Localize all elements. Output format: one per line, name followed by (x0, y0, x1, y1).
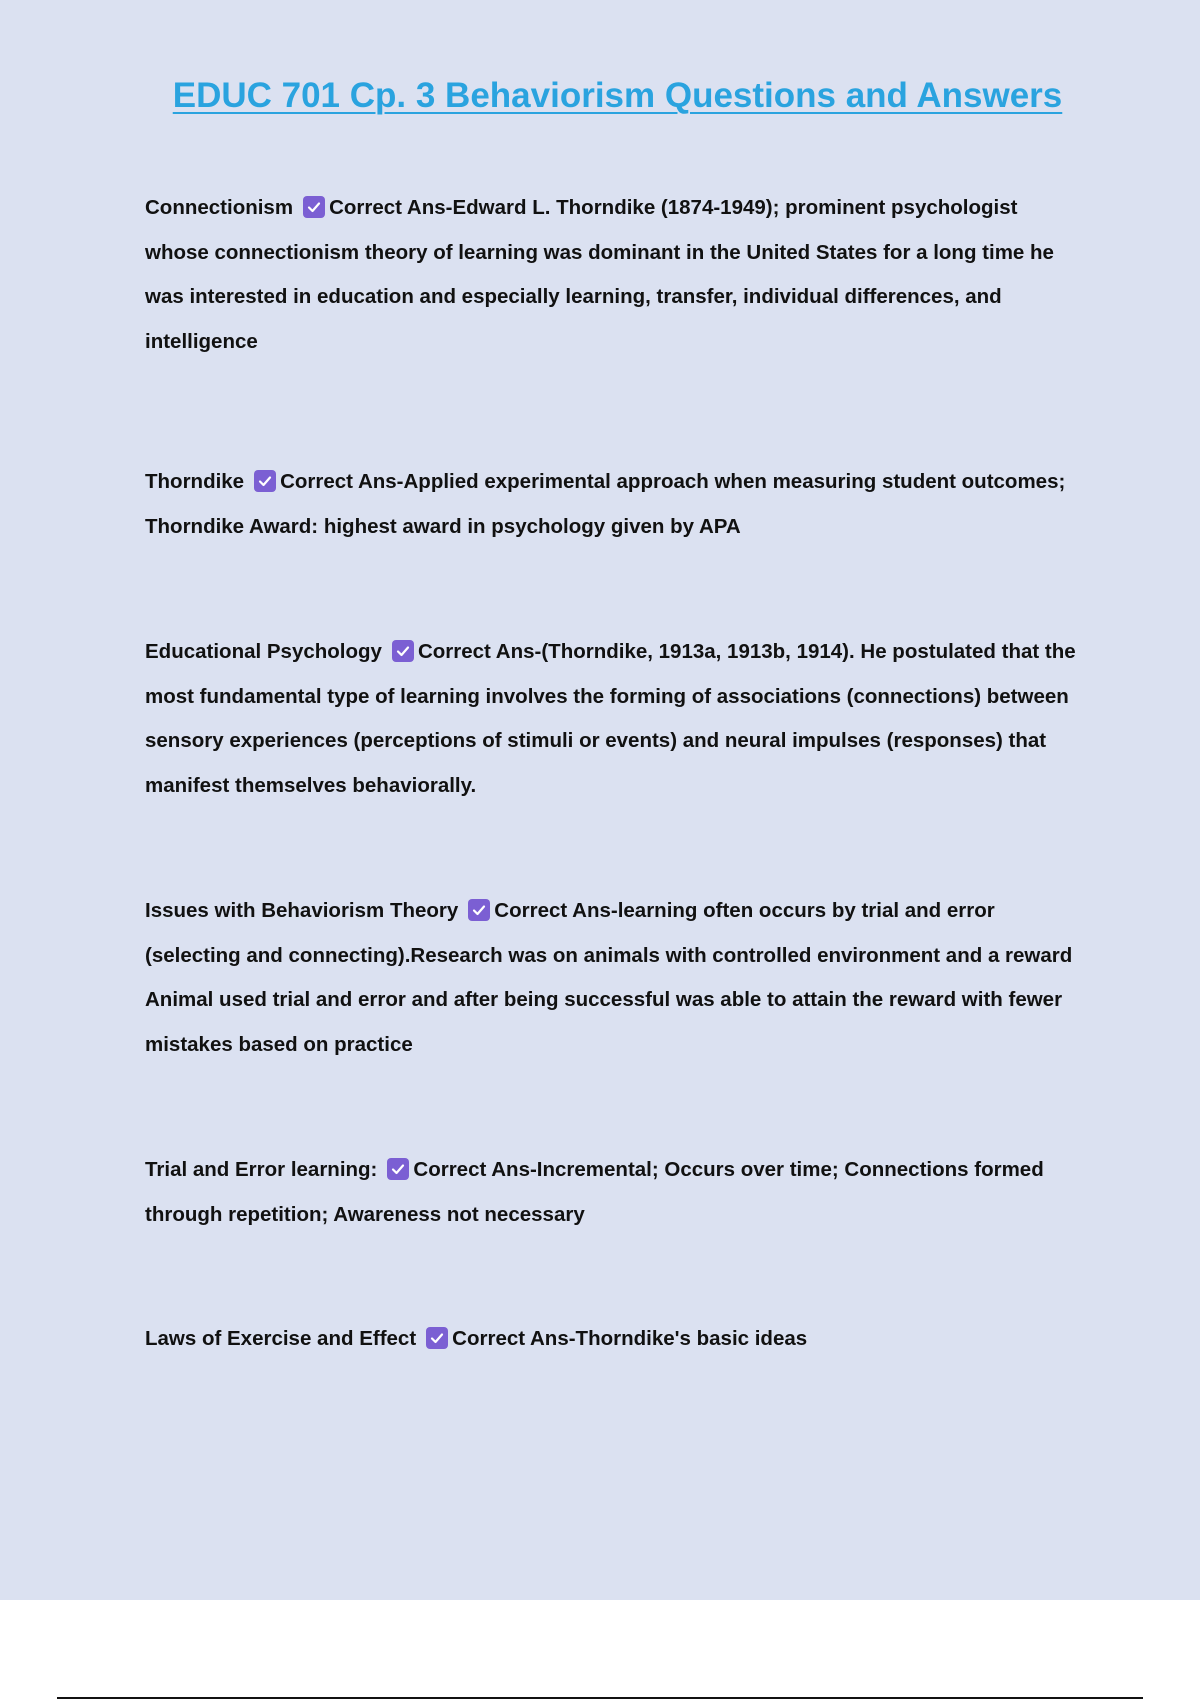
qa-answer: Correct Ans-Edward L. Thorndike (1874-1949); prominent psychologist whose connectionism theory of learning was dominant in the United States for a long time he was interested in education and especially learning, transfer, individual differences, and intelligence (145, 196, 1054, 353)
qa-term: Educational Psychology (145, 640, 382, 663)
qa-item-connectionism (145, 186, 1085, 364)
qa-answer: Correct Ans-learning often occurs by trial and error (selecting and connecting).Research was on animals with controlled environment and a reward Animal used trial and error and after being successful was able to attain the reward with fewer mistakes based on practice (145, 899, 1073, 1056)
checkbox-checked-icon (392, 640, 414, 662)
footer-divider (57, 1697, 1143, 1699)
document-title: EDUC 701 Cp. 3 Behaviorism Questions and Answers (172, 76, 1063, 115)
qa-term: Connectionism (145, 196, 294, 219)
qa-term: Laws of Exercise and Effect (145, 1327, 417, 1350)
qa-term: Issues with Behaviorism Theory (145, 899, 459, 922)
checkbox-checked-icon (303, 196, 325, 218)
qa-term: Trial and Error learning: (145, 1158, 378, 1181)
qa-term: Thorndike (145, 470, 245, 493)
qa-item-laws-of-exercise (145, 1317, 1085, 1362)
qa-item-thorndike (145, 460, 1085, 549)
checkbox-checked-icon (468, 899, 490, 921)
qa-answer: Correct Ans-Incremental; Occurs over time; Connections formed through repetition; Awareness not necessary (145, 1158, 1044, 1226)
qa-item-educational-psychology (145, 630, 1085, 808)
qa-item-issues-with-behaviorism (145, 889, 1085, 1067)
qa-answer: Correct Ans-Applied experimental approach when measuring student outcomes; Thorndike Award: highest award in psychology given by APA (145, 470, 1066, 538)
checkbox-checked-icon (387, 1158, 409, 1180)
qa-answer: Correct Ans-(Thorndike, 1913a, 1913b, 1914). He postulated that the most fundamental type of learning involves the forming of associations (connections) between sensory experiences (perceptions of stimuli or events) and neural impulses (responses) that manifest themselves behaviorally. (145, 640, 1076, 797)
checkbox-checked-icon (426, 1327, 448, 1349)
qa-answer: Correct Ans-Thorndike's basic ideas (452, 1327, 808, 1350)
qa-item-trial-and-error (145, 1148, 1085, 1237)
checkbox-checked-icon (254, 470, 276, 492)
